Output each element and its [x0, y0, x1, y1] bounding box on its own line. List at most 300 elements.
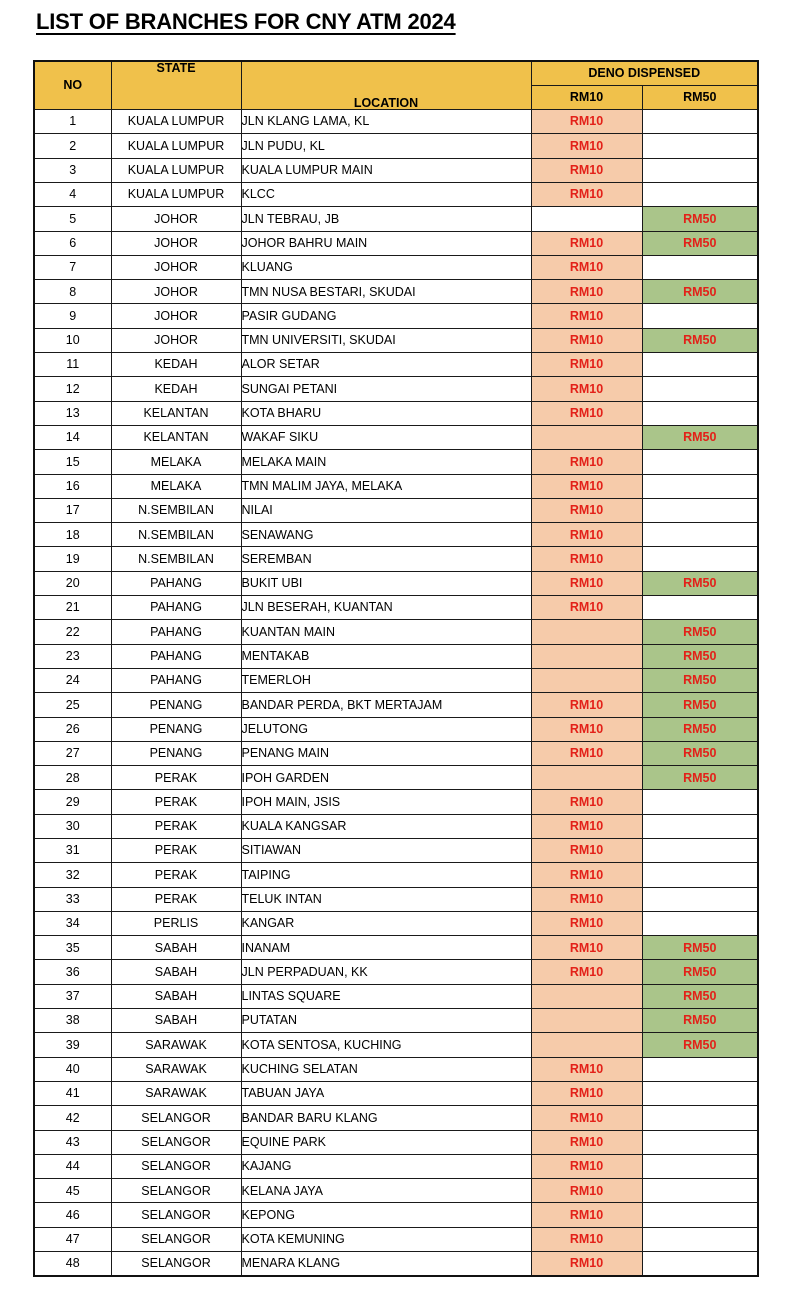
cell-location: SUNGAI PETANI	[241, 377, 531, 401]
cell-state: PERAK	[111, 814, 241, 838]
cell-state: N.SEMBILAN	[111, 523, 241, 547]
table-row	[34, 814, 758, 838]
table-row	[34, 1033, 758, 1057]
cell-state: JOHOR	[111, 207, 241, 231]
cell-no: 41	[34, 1081, 111, 1105]
cell-no: 11	[34, 353, 111, 377]
cell-state: JOHOR	[111, 255, 241, 279]
cell-location: KAJANG	[241, 1154, 531, 1178]
cell-deno-rm10	[531, 1033, 642, 1057]
table-row	[34, 353, 758, 377]
cell-state: PERAK	[111, 766, 241, 790]
cell-no: 36	[34, 960, 111, 984]
cell-deno-rm50	[642, 134, 758, 158]
cell-deno-rm10	[531, 425, 642, 449]
cell-location: JELUTONG	[241, 717, 531, 741]
cell-deno-rm50: RM50	[642, 766, 758, 790]
cell-state: PAHANG	[111, 668, 241, 692]
column-header-state: STATE	[111, 61, 241, 110]
cell-state: PERAK	[111, 887, 241, 911]
table-row	[34, 425, 758, 449]
cell-no: 32	[34, 863, 111, 887]
cell-deno-rm10: RM10	[531, 231, 642, 255]
cell-state: JOHOR	[111, 231, 241, 255]
cell-deno-rm10: RM10	[531, 839, 642, 863]
cell-deno-rm50	[642, 911, 758, 935]
cell-deno-rm10: RM10	[531, 1057, 642, 1081]
cell-deno-rm50	[642, 547, 758, 571]
cell-location: MENARA KLANG	[241, 1252, 531, 1276]
cell-deno-rm10: RM10	[531, 523, 642, 547]
cell-deno-rm50	[642, 887, 758, 911]
table-header	[34, 61, 758, 110]
cell-deno-rm10: RM10	[531, 571, 642, 595]
table-row	[34, 158, 758, 182]
column-header-location: LOCATION	[241, 61, 531, 110]
cell-location: KELANA JAYA	[241, 1179, 531, 1203]
cell-no: 20	[34, 571, 111, 595]
cell-state: SABAH	[111, 960, 241, 984]
table-row	[34, 1057, 758, 1081]
cell-deno-rm10: RM10	[531, 936, 642, 960]
cell-state: SABAH	[111, 984, 241, 1008]
cell-state: PERAK	[111, 790, 241, 814]
cell-deno-rm50	[642, 1227, 758, 1251]
cell-location: MENTAKAB	[241, 644, 531, 668]
cell-deno-rm50: RM50	[642, 620, 758, 644]
cell-deno-rm10	[531, 620, 642, 644]
cell-state: KUALA LUMPUR	[111, 182, 241, 206]
cell-deno-rm10: RM10	[531, 717, 642, 741]
cell-deno-rm50	[642, 450, 758, 474]
cell-state: SELANGOR	[111, 1179, 241, 1203]
cell-deno-rm10: RM10	[531, 1081, 642, 1105]
table-body	[34, 110, 758, 1276]
cell-state: PENANG	[111, 717, 241, 741]
cell-deno-rm10: RM10	[531, 596, 642, 620]
table-row	[34, 328, 758, 352]
cell-deno-rm10: RM10	[531, 741, 642, 765]
cell-no: 13	[34, 401, 111, 425]
cell-state: SELANGOR	[111, 1130, 241, 1154]
cell-state: MELAKA	[111, 474, 241, 498]
cell-no: 7	[34, 255, 111, 279]
cell-deno-rm50: RM50	[642, 425, 758, 449]
cell-location: SENAWANG	[241, 523, 531, 547]
cell-deno-rm50	[642, 790, 758, 814]
cell-state: SELANGOR	[111, 1252, 241, 1276]
cell-no: 31	[34, 839, 111, 863]
cell-deno-rm50: RM50	[642, 668, 758, 692]
cell-state: JOHOR	[111, 328, 241, 352]
cell-no: 43	[34, 1130, 111, 1154]
column-header-rm50: RM50	[642, 85, 758, 109]
cell-deno-rm50	[642, 1106, 758, 1130]
cell-location: BUKIT UBI	[241, 571, 531, 595]
cell-location: PENANG MAIN	[241, 741, 531, 765]
cell-location: BANDAR PERDA, BKT MERTAJAM	[241, 693, 531, 717]
cell-deno-rm50	[642, 814, 758, 838]
table-row	[34, 401, 758, 425]
cell-state: JOHOR	[111, 280, 241, 304]
cell-deno-rm50	[642, 401, 758, 425]
table-row	[34, 984, 758, 1008]
cell-no: 19	[34, 547, 111, 571]
table-row	[34, 571, 758, 595]
cell-no: 38	[34, 1009, 111, 1033]
table-row	[34, 1106, 758, 1130]
cell-no: 15	[34, 450, 111, 474]
cell-deno-rm50: RM50	[642, 328, 758, 352]
table-row	[34, 255, 758, 279]
cell-deno-rm10: RM10	[531, 887, 642, 911]
cell-location: NILAI	[241, 498, 531, 522]
cell-deno-rm10	[531, 1009, 642, 1033]
cell-deno-rm10	[531, 644, 642, 668]
table-row	[34, 863, 758, 887]
table-row	[34, 182, 758, 206]
cell-no: 10	[34, 328, 111, 352]
cell-location: KOTA KEMUNING	[241, 1227, 531, 1251]
table-row	[34, 790, 758, 814]
cell-location: KOTA BHARU	[241, 401, 531, 425]
cell-deno-rm50: RM50	[642, 280, 758, 304]
cell-no: 2	[34, 134, 111, 158]
cell-no: 26	[34, 717, 111, 741]
table-row	[34, 596, 758, 620]
cell-location: KUANTAN MAIN	[241, 620, 531, 644]
cell-no: 47	[34, 1227, 111, 1251]
table-row	[34, 1203, 758, 1227]
cell-state: SARAWAK	[111, 1057, 241, 1081]
cell-deno-rm50	[642, 110, 758, 134]
cell-location: BANDAR BARU KLANG	[241, 1106, 531, 1130]
cell-deno-rm10: RM10	[531, 498, 642, 522]
cell-deno-rm10	[531, 766, 642, 790]
cell-state: PENANG	[111, 693, 241, 717]
cell-no: 8	[34, 280, 111, 304]
cell-deno-rm50: RM50	[642, 644, 758, 668]
cell-no: 14	[34, 425, 111, 449]
cell-location: JLN KLANG LAMA, KL	[241, 110, 531, 134]
cell-state: MELAKA	[111, 450, 241, 474]
cell-deno-rm50	[642, 474, 758, 498]
cell-deno-rm50	[642, 1081, 758, 1105]
cell-location: TELUK INTAN	[241, 887, 531, 911]
table-row	[34, 668, 758, 692]
cell-location: PASIR GUDANG	[241, 304, 531, 328]
cell-deno-rm50: RM50	[642, 717, 758, 741]
cell-no: 18	[34, 523, 111, 547]
cell-state: N.SEMBILAN	[111, 547, 241, 571]
cell-deno-rm50: RM50	[642, 984, 758, 1008]
cell-state: KUALA LUMPUR	[111, 158, 241, 182]
cell-state: KUALA LUMPUR	[111, 110, 241, 134]
cell-deno-rm10: RM10	[531, 280, 642, 304]
table-row	[34, 498, 758, 522]
cell-state: SABAH	[111, 1009, 241, 1033]
cell-no: 28	[34, 766, 111, 790]
cell-location: TMN MALIM JAYA, MELAKA	[241, 474, 531, 498]
cell-location: INANAM	[241, 936, 531, 960]
column-header-no: NO	[34, 61, 111, 110]
cell-no: 12	[34, 377, 111, 401]
cell-deno-rm50	[642, 523, 758, 547]
cell-state: SELANGOR	[111, 1227, 241, 1251]
cell-no: 22	[34, 620, 111, 644]
table-row	[34, 207, 758, 231]
cell-state: PAHANG	[111, 571, 241, 595]
cell-location: IPOH MAIN, JSIS	[241, 790, 531, 814]
cell-deno-rm10	[531, 207, 642, 231]
cell-state: KELANTAN	[111, 425, 241, 449]
cell-no: 33	[34, 887, 111, 911]
cell-deno-rm10: RM10	[531, 1227, 642, 1251]
cell-state: PENANG	[111, 741, 241, 765]
cell-no: 24	[34, 668, 111, 692]
cell-deno-rm50	[642, 839, 758, 863]
cell-deno-rm50	[642, 1252, 758, 1276]
table-row	[34, 1179, 758, 1203]
cell-location: KEPONG	[241, 1203, 531, 1227]
table-row	[34, 1227, 758, 1251]
table-row	[34, 304, 758, 328]
cell-no: 4	[34, 182, 111, 206]
branches-table	[33, 60, 759, 1277]
table-row	[34, 231, 758, 255]
cell-deno-rm10: RM10	[531, 255, 642, 279]
cell-deno-rm50	[642, 182, 758, 206]
cell-state: SARAWAK	[111, 1081, 241, 1105]
cell-state: JOHOR	[111, 304, 241, 328]
cell-location: TMN NUSA BESTARI, SKUDAI	[241, 280, 531, 304]
cell-location: JOHOR BAHRU MAIN	[241, 231, 531, 255]
column-header-rm10: RM10	[531, 85, 642, 109]
cell-no: 27	[34, 741, 111, 765]
cell-no: 5	[34, 207, 111, 231]
table-row	[34, 450, 758, 474]
cell-deno-rm50	[642, 158, 758, 182]
cell-state: SELANGOR	[111, 1106, 241, 1130]
cell-state: PAHANG	[111, 644, 241, 668]
cell-no: 6	[34, 231, 111, 255]
cell-deno-rm10: RM10	[531, 1252, 642, 1276]
cell-deno-rm50	[642, 596, 758, 620]
cell-deno-rm10: RM10	[531, 134, 642, 158]
table-row	[34, 547, 758, 571]
cell-deno-rm50: RM50	[642, 571, 758, 595]
table-row	[34, 474, 758, 498]
cell-deno-rm50	[642, 255, 758, 279]
cell-location: WAKAF SIKU	[241, 425, 531, 449]
cell-location: JLN TEBRAU, JB	[241, 207, 531, 231]
cell-state: PERLIS	[111, 911, 241, 935]
cell-location: TABUAN JAYA	[241, 1081, 531, 1105]
cell-deno-rm50: RM50	[642, 960, 758, 984]
cell-state: PAHANG	[111, 620, 241, 644]
cell-no: 25	[34, 693, 111, 717]
table-row	[34, 693, 758, 717]
cell-deno-rm50: RM50	[642, 741, 758, 765]
table-row	[34, 280, 758, 304]
cell-no: 35	[34, 936, 111, 960]
cell-deno-rm10: RM10	[531, 450, 642, 474]
cell-no: 3	[34, 158, 111, 182]
cell-deno-rm10: RM10	[531, 1179, 642, 1203]
cell-location: SITIAWAN	[241, 839, 531, 863]
table-row	[34, 1081, 758, 1105]
cell-deno-rm10: RM10	[531, 693, 642, 717]
cell-location: IPOH GARDEN	[241, 766, 531, 790]
cell-deno-rm50	[642, 377, 758, 401]
cell-deno-rm50	[642, 1154, 758, 1178]
cell-deno-rm10: RM10	[531, 960, 642, 984]
cell-deno-rm50: RM50	[642, 207, 758, 231]
cell-no: 21	[34, 596, 111, 620]
cell-deno-rm10: RM10	[531, 1106, 642, 1130]
table-row	[34, 1154, 758, 1178]
table-row	[34, 717, 758, 741]
cell-deno-rm50: RM50	[642, 1009, 758, 1033]
cell-state: SELANGOR	[111, 1203, 241, 1227]
cell-no: 9	[34, 304, 111, 328]
cell-deno-rm10: RM10	[531, 182, 642, 206]
cell-deno-rm10: RM10	[531, 353, 642, 377]
cell-location: KLUANG	[241, 255, 531, 279]
cell-deno-rm50	[642, 1130, 758, 1154]
cell-deno-rm50: RM50	[642, 936, 758, 960]
table-row	[34, 110, 758, 134]
cell-no: 40	[34, 1057, 111, 1081]
cell-deno-rm10: RM10	[531, 304, 642, 328]
header-row-primary	[34, 61, 758, 85]
cell-deno-rm50	[642, 353, 758, 377]
cell-deno-rm50: RM50	[642, 231, 758, 255]
cell-no: 39	[34, 1033, 111, 1057]
cell-location: LINTAS SQUARE	[241, 984, 531, 1008]
cell-deno-rm10: RM10	[531, 1203, 642, 1227]
table-row	[34, 911, 758, 935]
cell-location: KOTA SENTOSA, KUCHING	[241, 1033, 531, 1057]
cell-no: 1	[34, 110, 111, 134]
cell-location: KUALA KANGSAR	[241, 814, 531, 838]
cell-location: EQUINE PARK	[241, 1130, 531, 1154]
cell-deno-rm10	[531, 984, 642, 1008]
table-row	[34, 523, 758, 547]
cell-no: 42	[34, 1106, 111, 1130]
cell-deno-rm10: RM10	[531, 328, 642, 352]
cell-deno-rm10: RM10	[531, 377, 642, 401]
cell-deno-rm10: RM10	[531, 1130, 642, 1154]
cell-deno-rm50: RM50	[642, 1033, 758, 1057]
table-row	[34, 741, 758, 765]
cell-deno-rm50: RM50	[642, 693, 758, 717]
page-title: LIST OF BRANCHES FOR CNY ATM 2024	[36, 9, 456, 34]
cell-deno-rm10: RM10	[531, 1154, 642, 1178]
cell-deno-rm10: RM10	[531, 790, 642, 814]
cell-deno-rm10: RM10	[531, 547, 642, 571]
cell-location: PUTATAN	[241, 1009, 531, 1033]
cell-no: 16	[34, 474, 111, 498]
cell-no: 30	[34, 814, 111, 838]
cell-location: MELAKA MAIN	[241, 450, 531, 474]
cell-state: SELANGOR	[111, 1154, 241, 1178]
cell-no: 48	[34, 1252, 111, 1276]
cell-location: JLN PERPADUAN, KK	[241, 960, 531, 984]
cell-deno-rm50	[642, 304, 758, 328]
cell-state: PERAK	[111, 839, 241, 863]
cell-location: JLN PUDU, KL	[241, 134, 531, 158]
cell-deno-rm10: RM10	[531, 401, 642, 425]
cell-location: TAIPING	[241, 863, 531, 887]
cell-location: SEREMBAN	[241, 547, 531, 571]
cell-state: SABAH	[111, 936, 241, 960]
table-row	[34, 1252, 758, 1276]
cell-deno-rm50	[642, 1057, 758, 1081]
table-row	[34, 644, 758, 668]
cell-state: PAHANG	[111, 596, 241, 620]
cell-state: PERAK	[111, 863, 241, 887]
table-row	[34, 887, 758, 911]
table-row	[34, 1009, 758, 1033]
cell-location: KANGAR	[241, 911, 531, 935]
cell-no: 37	[34, 984, 111, 1008]
table-row	[34, 936, 758, 960]
cell-deno-rm10: RM10	[531, 110, 642, 134]
cell-no: 17	[34, 498, 111, 522]
table-row	[34, 766, 758, 790]
cell-no: 34	[34, 911, 111, 935]
cell-location: KLCC	[241, 182, 531, 206]
cell-deno-rm10: RM10	[531, 158, 642, 182]
branches-table-container	[33, 60, 757, 1277]
cell-state: SARAWAK	[111, 1033, 241, 1057]
cell-location: TMN UNIVERSITI, SKUDAI	[241, 328, 531, 352]
cell-location: TEMERLOH	[241, 668, 531, 692]
cell-no: 44	[34, 1154, 111, 1178]
cell-deno-rm50	[642, 1179, 758, 1203]
cell-location: ALOR SETAR	[241, 353, 531, 377]
cell-deno-rm10: RM10	[531, 474, 642, 498]
column-header-deno-dispensed: DENO DISPENSED	[531, 61, 758, 85]
table-row	[34, 134, 758, 158]
table-row	[34, 620, 758, 644]
cell-deno-rm10: RM10	[531, 814, 642, 838]
cell-state: KEDAH	[111, 377, 241, 401]
cell-no: 23	[34, 644, 111, 668]
cell-location: JLN BESERAH, KUANTAN	[241, 596, 531, 620]
table-row	[34, 377, 758, 401]
cell-deno-rm10: RM10	[531, 911, 642, 935]
cell-deno-rm50	[642, 1203, 758, 1227]
cell-deno-rm10: RM10	[531, 863, 642, 887]
cell-location: KUALA LUMPUR MAIN	[241, 158, 531, 182]
cell-no: 45	[34, 1179, 111, 1203]
cell-location: KUCHING SELATAN	[241, 1057, 531, 1081]
cell-no: 29	[34, 790, 111, 814]
cell-state: KUALA LUMPUR	[111, 134, 241, 158]
cell-deno-rm50	[642, 863, 758, 887]
cell-deno-rm50	[642, 498, 758, 522]
cell-state: N.SEMBILAN	[111, 498, 241, 522]
cell-deno-rm10	[531, 668, 642, 692]
cell-no: 46	[34, 1203, 111, 1227]
table-row	[34, 960, 758, 984]
table-row	[34, 1130, 758, 1154]
cell-state: KEDAH	[111, 353, 241, 377]
table-row	[34, 839, 758, 863]
cell-state: KELANTAN	[111, 401, 241, 425]
